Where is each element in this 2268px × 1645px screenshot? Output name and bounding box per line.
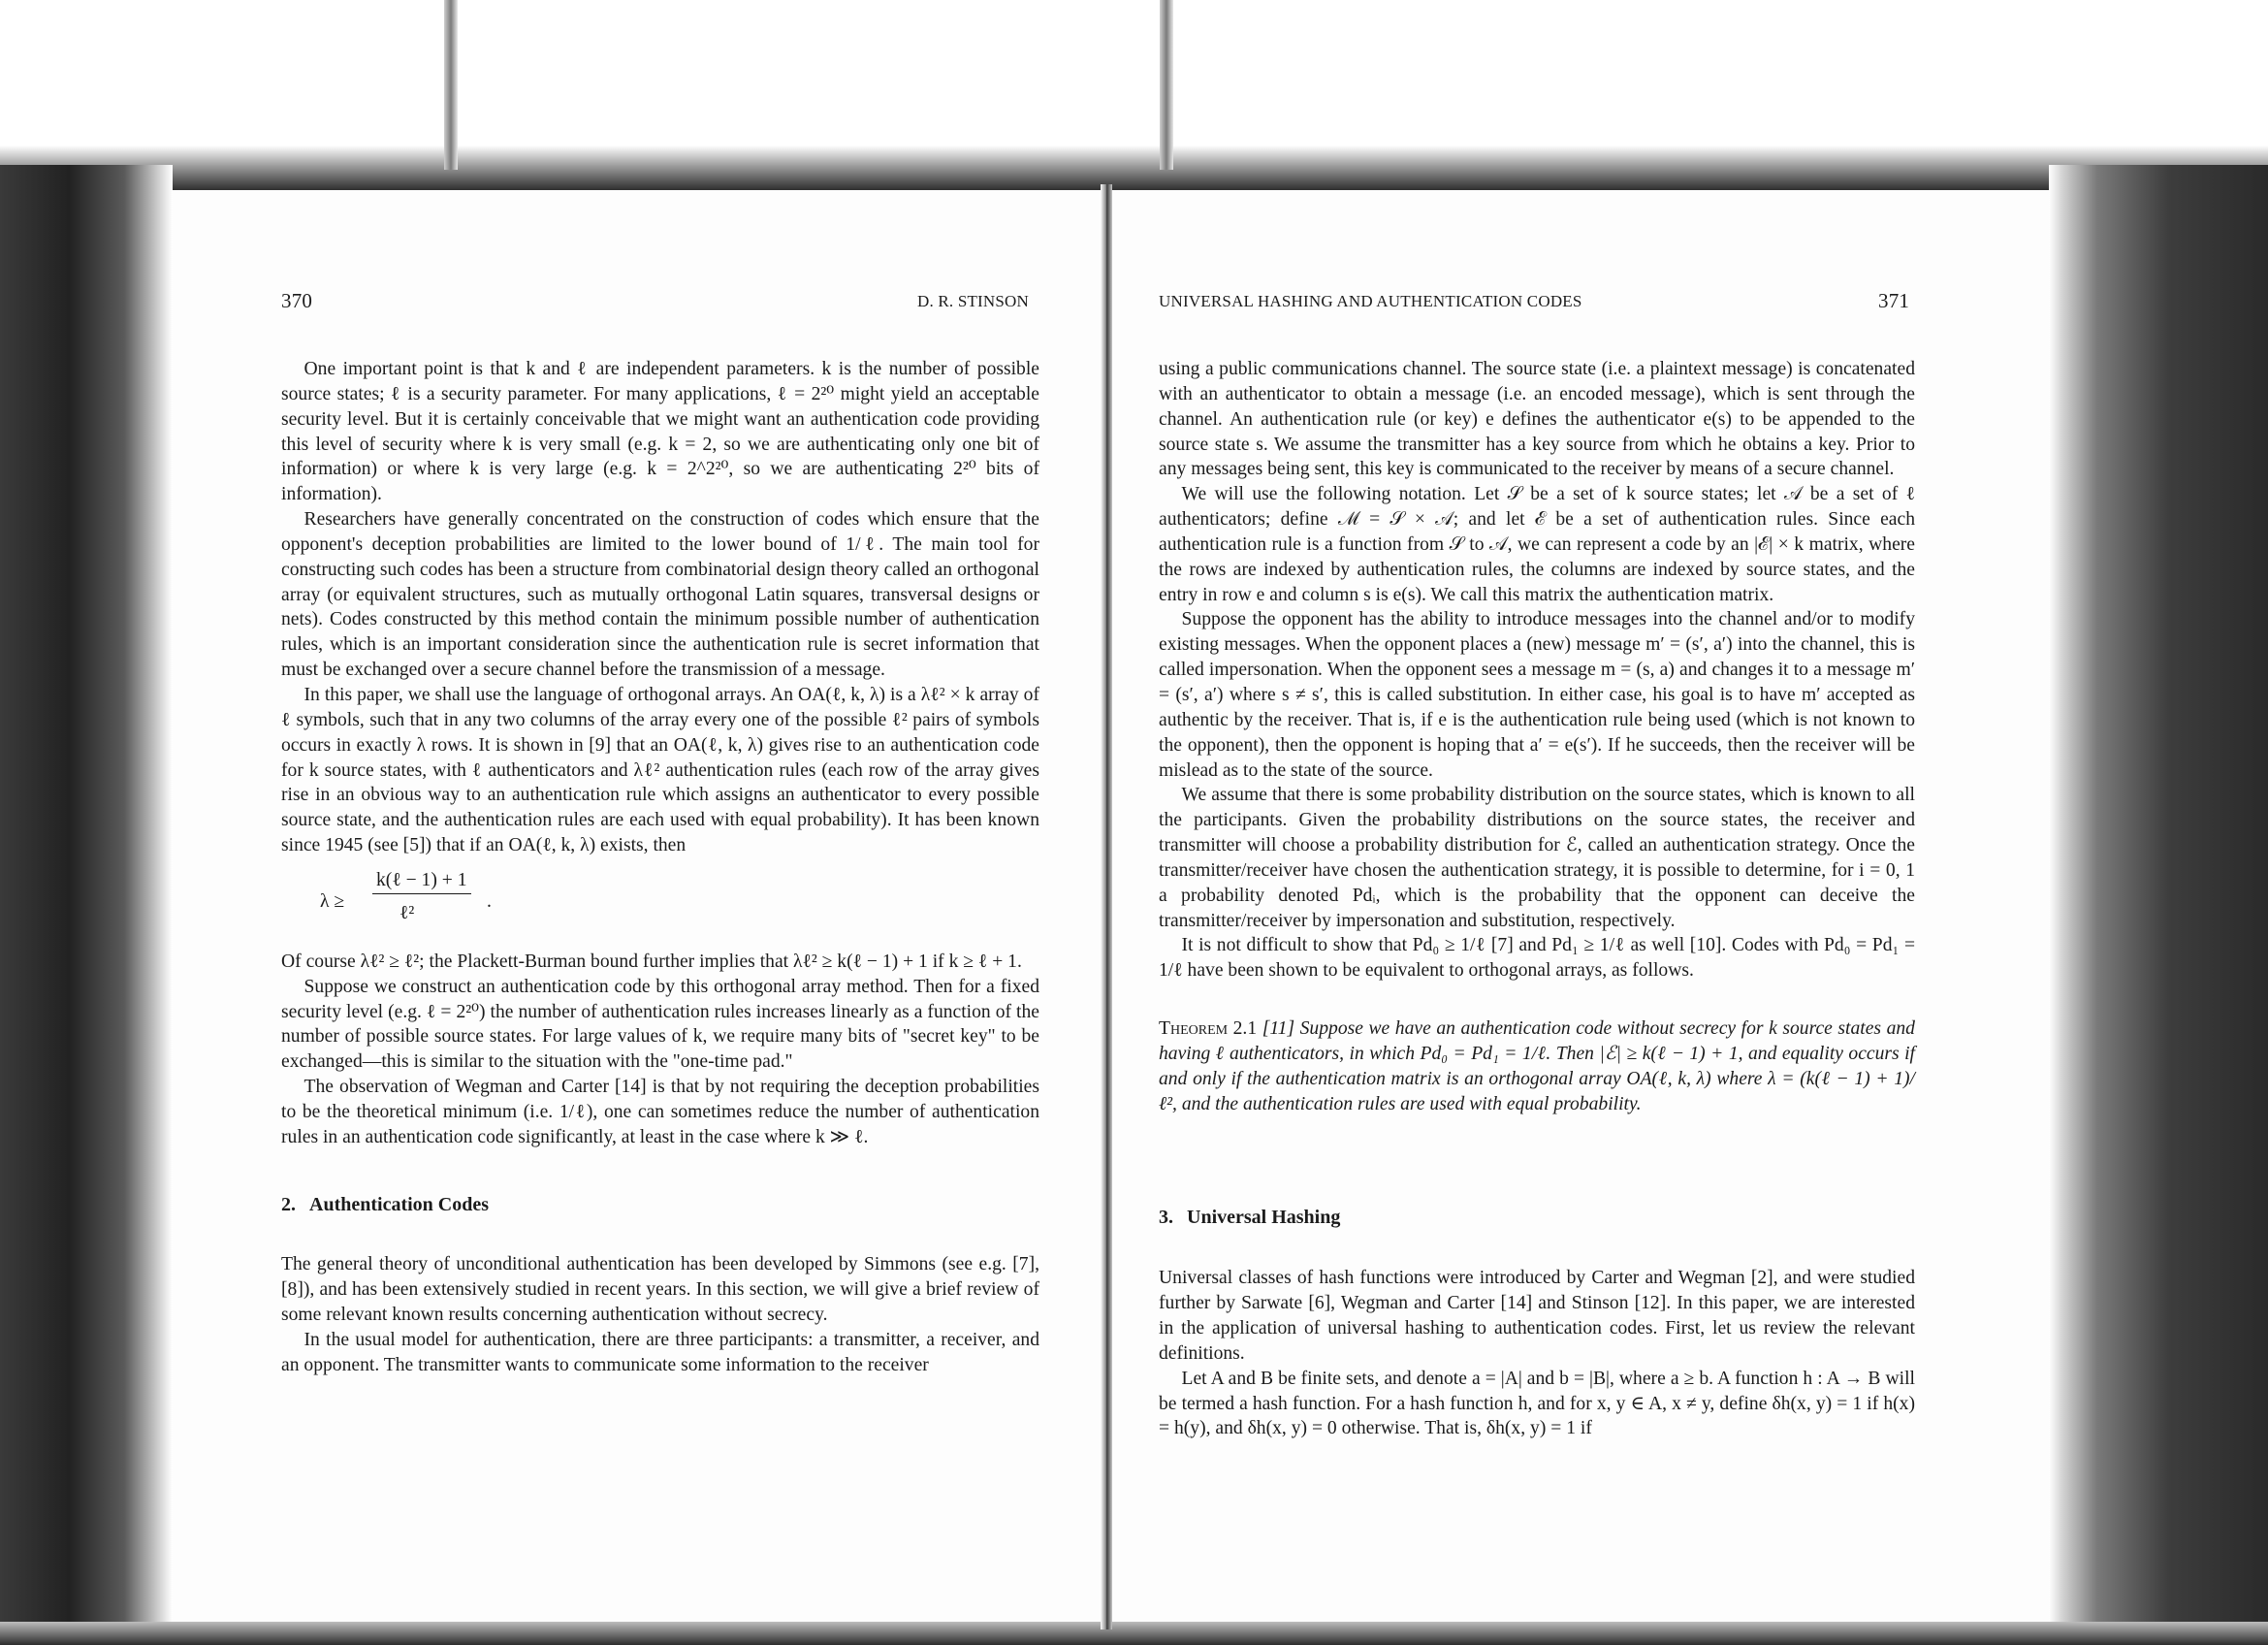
section-heading-2 [281,1193,1039,1218]
paragraph: One important point is that k and ℓ are independent parameters. k is the number of possible source states; ℓ is a security parameter. For many applications, ℓ = 2²⁰ might yield an acceptable security level. But it is certainly conceivable that we might want an authentication code providing this level of security where k is very small (e.g. k = 2, so we are authenticating only one bit of information) or where k is very large (e.g. k = 2^2²⁰, so we are authenticating 2²⁰ bits of information). [281,359,1039,505]
paragraph: using a public communications channel. The source state (i.e. a plaintext message) is concatenated with an authenticator to obtain a message (i.e. an encoded message), which is sent through the channel. An authentication rule (or key) e defines the authenticator e(s) to be appended to the source state s. We assume the transmitter has a key source from which he obtains a key. Prior to any messages being sent, this key is communicated to the receiver by means of a secure channel. [1159,359,1915,480]
paragraph: Suppose the opponent has the ability to introduce messages into the channel and/or to modify existing messages. When the opponent places a (new) message m′ = (s′, a′) into the channel, this is called impersonation. When the opponent sees a message m = (s, a) and changes it to a message m′ = (s′, a′) where s ≠ s′, this is called substitution. In either case, his goal is to have m′ accepted as authentic by the receiver. That is, if e is the authentication rule being used (which is not known to the opponent), then the opponent is hoping that a′ = e(s′). If he succeeds, then the receiver will be mislead as to the state of the source. [1159,609,1915,781]
section-heading-3 [1159,1206,1915,1231]
paragraph: We will use the following notation. Let 𝒮 be a set of k source states; let 𝒜 be a set of ℓ authenticators; define ℳ = 𝒮 × 𝒜; and let ℰ be a set of authentication rules. Since each authentication rule is a function from 𝒮 to 𝒜, we can represent a code by an |ℰ| × k matrix, where the rows are indexed by authentication rules, the columns are indexed by source states, and the entry in row e and column s is e(s). We call this matrix the authentication matrix. [1159,484,1915,605]
right-page-number: 371 [1878,289,1910,312]
section-title: Authentication Codes [309,1193,490,1215]
theorem-text: [11] Suppose we have an authentication code without secrecy for k source states and having ℓ authenticators, in which Pd₀ = Pd₁ = 1/ℓ. Then |ℰ| ≥ k(ℓ − 1) + 1, and equality occurs if and only if the authentication matrix is an orthogonal array OA(ℓ, k, λ) where λ = (k(ℓ − 1) + 1)/ℓ², and the authentication rules are used with equal probability. [1159,1018,1915,1114]
paragraph: The observation of Wegman and Carter [14] is that by not requiring the deception probabilities to be the theoretical minimum (i.e. 1/ℓ), one can sometimes reduce the number of authentication rules in an authentication code significantly, at least in the case where k ≫ ℓ. [281,1077,1039,1147]
equation-denominator: ℓ² [399,902,415,923]
scan-top-edge [0,145,2268,192]
equation-numerator: k(ℓ − 1) + 1 [372,868,471,894]
left-running-head: D. R. STINSON [917,292,1030,310]
theorem-label: Theorem 2.1 [1159,1018,1258,1040]
paragraph: Of course λℓ² ≥ ℓ²; the Plackett-Burman bound further implies that λℓ² ≥ k(ℓ − 1) + 1 if k ≥ ℓ + 1. [281,951,1022,972]
equation-lambda-bound [281,868,1039,936]
book-spine [1101,184,1112,1629]
scan-left-edge [0,165,173,1645]
equation-end: . [487,890,492,912]
scan-right-edge [2049,165,2268,1645]
scanner-binder-post-left [444,0,458,170]
paragraph: Suppose we construct an authentication code by this orthogonal array method. Then for a fixed security level (e.g. ℓ = 2²⁰) the number of authentication rules increases linearly as a function of the number of possible source states. For large values of k, we require many bits of "secret key" to be exchanged—this is similar to the situation with the "one-time pad." [281,976,1039,1073]
scanner-binder-post-right [1160,0,1173,170]
section-title: Universal Hashing [1187,1207,1341,1229]
paragraph: In the usual model for authentication, there are three participants: a transmitter, a receiver, and an opponent. The transmitter wants to communicate some information to the receiver [281,1330,1039,1375]
paragraph: Universal classes of hash functions were introduced by Carter and Wegman [2], and were studied further by Sarwate [6], Wegman and Carter [14] and Stinson [12]. In this paper, we are interested in the application of universal hashing to authentication codes. First, let us review the relevant definitions. [1159,1268,1915,1364]
left-page-body [281,357,1039,1378]
section-number: 3. [1159,1207,1173,1229]
theorem-2-1 [1159,1016,1915,1116]
right-running-head: UNIVERSAL HASHING AND AUTHENTICATION CODES [1159,292,1582,310]
equation-lhs: λ ≥ [320,890,345,912]
paragraph: Let A and B be finite sets, and denote a = |A| and b = |B|, where a ≥ b. A function h : A → B will be termed a hash function. For a hash function h, and for x, y ∈ A, x ≠ y, define δh(x, y) = 1 if h(x) = h(y), and δh(x, y) = 0 otherwise. That is, δh(x, y) = 1 if [1159,1368,1915,1439]
paragraph: In this paper, we shall use the language of orthogonal arrays. An OA(ℓ, k, λ) is a λℓ² × k array of ℓ symbols, such that in any two columns of the array every one of the possible ℓ² pairs of symbols occurs in exactly λ rows. It is shown in [9] that an OA(ℓ, k, λ) gives rise to an authentication code for k source states, with ℓ authenticators and λℓ² authentication rules (each row of the array gives rise in an obvious way to an authentication rule which assigns an authenticator to every possible source state, and the authentication rules are each used with equal probability). It has been known since 1945 (see [5]) that if an OA(ℓ, k, λ) exists, then [281,684,1039,856]
right-page-body [1159,357,1915,1441]
paragraph: We assume that there is some probability distribution on the source states, which is known to all the participants. Given the probability distributions on the source states, the receiver and transmitter will choose a probability distribution for ℰ, called an authentication strategy. Once the transmitter/receiver have chosen the authentication strategy, it is possible to determine, for i = 0, 1 a probability denoted Pdᵢ, which is the probability that the opponent can deceive the transmitter/receiver by impersonation and substitution, respectively. [1159,785,1915,931]
paragraph: It is not difficult to show that Pd₀ ≥ 1/ℓ [7] and Pd₁ ≥ 1/ℓ as well [10]. Codes with Pd₀ = Pd₁ = 1/ℓ have been shown to be equivalent to orthogonal arrays, as follows. [1159,935,1915,982]
spacer [1159,1116,1915,1163]
section-number: 2. [281,1193,296,1215]
paragraph: The general theory of unconditional authentication has been developed by Simmons (see e.g. [7], [8]), and has been extensively studied in recent years. In this section, we will give a brief review of some relevant known results concerning authentication without secrecy. [281,1254,1039,1326]
paragraph: Researchers have generally concentrated on the construction of codes which ensure that the opponent's deception probabilities are limited to the lower bound of 1/ℓ. The main tool for constructing such codes has been a structure from combinatorial design theory called an orthogonal array (or equivalent structures, such as mutually orthogonal Latin squares, transversal designs or nets). Codes constructed by this method contain the minimum possible number of authentication rules, which is an important consideration since the authentication rule is secret information that must be exchanged over a secure channel before the transmission of a message. [281,509,1039,681]
scan-bottom-edge [0,1622,2268,1645]
left-page-number: 370 [281,289,313,312]
